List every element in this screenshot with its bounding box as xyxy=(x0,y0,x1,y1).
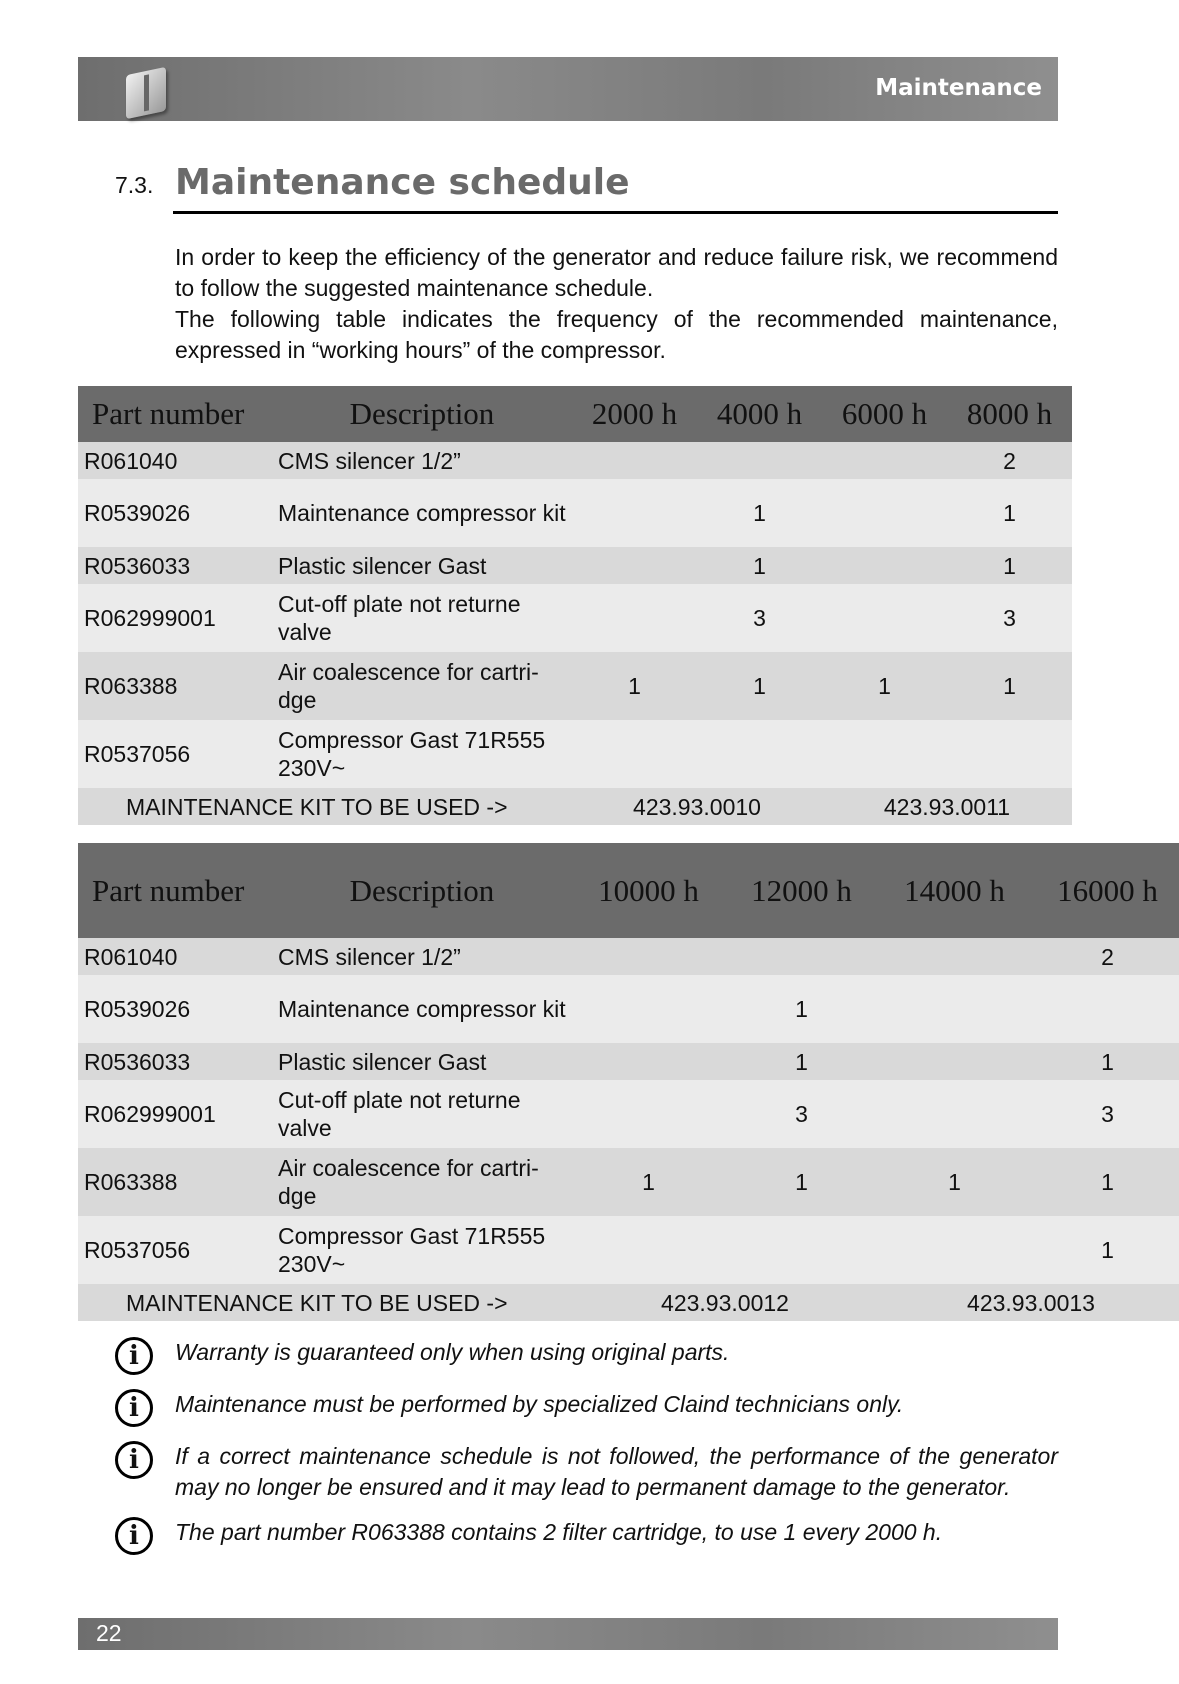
info-icon: i xyxy=(115,1337,153,1375)
table-row xyxy=(78,584,1072,652)
part-number-cell: R0539026 xyxy=(78,975,272,1043)
description-cell: Cut-off plate not returne valve xyxy=(272,1080,572,1148)
part-number-cell: R063388 xyxy=(78,1148,272,1216)
description-cell: Compressor Gast 71R555 230V~ xyxy=(272,1216,572,1284)
column-header: 10000 h xyxy=(572,843,725,938)
intro-text xyxy=(175,242,1058,366)
brand-logo-icon xyxy=(126,67,166,120)
note-text: Maintenance must be performed by specialized Claind technicians only. xyxy=(175,1391,904,1417)
quantity-cell: 1 xyxy=(1031,1148,1179,1216)
part-number-cell: R0537056 xyxy=(78,1216,272,1284)
column-header: Description xyxy=(272,386,572,442)
page-footer xyxy=(78,1618,1058,1650)
quantity-cell xyxy=(697,720,822,788)
intro-paragraph: The following table indicates the frequency of the recommended maintenance, expressed in “working hours” of the compressor. xyxy=(175,306,1058,363)
table-header-row xyxy=(78,386,1072,442)
header-title: Maintenance xyxy=(875,75,1042,101)
quantity-cell xyxy=(572,1043,725,1080)
note-text: Warranty is guaranteed only when using original parts. xyxy=(175,1339,730,1365)
maintenance-table-1 xyxy=(78,386,1072,825)
table-row xyxy=(78,1216,1179,1284)
table-row xyxy=(78,720,1072,788)
kit-code: 423.93.0012 xyxy=(572,1284,878,1321)
quantity-cell: 1 xyxy=(878,1148,1031,1216)
kit-row xyxy=(78,1284,1179,1321)
info-icon: i xyxy=(115,1389,153,1427)
column-header: 2000 h xyxy=(572,386,697,442)
info-icon: i xyxy=(115,1441,153,1479)
notes-list xyxy=(115,1337,1058,1555)
column-header: Description xyxy=(272,843,572,938)
quantity-cell xyxy=(878,1216,1031,1284)
quantity-cell xyxy=(572,479,697,547)
description-cell: Air coalescence for cartri-dge xyxy=(272,1148,572,1216)
kit-label: MAINTENANCE KIT TO BE USED -> xyxy=(78,1284,572,1321)
column-header: 16000 h xyxy=(1031,843,1179,938)
column-header: 4000 h xyxy=(697,386,822,442)
kit-row xyxy=(78,788,1072,825)
quantity-cell xyxy=(572,975,725,1043)
description-cell: Maintenance compressor kit xyxy=(272,975,572,1043)
description-cell: CMS silencer 1/2” xyxy=(272,938,572,975)
info-note xyxy=(115,1389,1058,1427)
table-row xyxy=(78,1080,1179,1148)
quantity-cell: 1 xyxy=(822,652,947,720)
table-row xyxy=(78,479,1072,547)
quantity-cell: 1 xyxy=(725,1043,878,1080)
part-number-cell: R0536033 xyxy=(78,547,272,584)
part-number-cell: R063388 xyxy=(78,652,272,720)
quantity-cell xyxy=(725,1216,878,1284)
description-cell: Plastic silencer Gast xyxy=(272,1043,572,1080)
table-row xyxy=(78,975,1179,1043)
kit-code: 423.93.0013 xyxy=(878,1284,1179,1321)
description-cell: Air coalescence for cartri-dge xyxy=(272,652,572,720)
table-row xyxy=(78,1148,1179,1216)
page-number: 22 xyxy=(96,1620,122,1646)
quantity-cell: 3 xyxy=(1031,1080,1179,1148)
quantity-cell xyxy=(572,584,697,652)
quantity-cell: 3 xyxy=(697,584,822,652)
quantity-cell: 3 xyxy=(725,1080,878,1148)
quantity-cell: 1 xyxy=(947,479,1072,547)
part-number-cell: R062999001 xyxy=(78,1080,272,1148)
table-row xyxy=(78,938,1179,975)
column-header: Part number xyxy=(78,386,272,442)
quantity-cell: 1 xyxy=(697,652,822,720)
quantity-cell: 3 xyxy=(947,584,1072,652)
part-number-cell: R0539026 xyxy=(78,479,272,547)
quantity-cell xyxy=(572,1216,725,1284)
note-text: The part number R063388 contains 2 filter cartridge, to use 1 every 2000 h. xyxy=(175,1519,943,1545)
quantity-cell: 1 xyxy=(572,652,697,720)
description-cell: CMS silencer 1/2” xyxy=(272,442,572,479)
description-cell: Compressor Gast 71R555 230V~ xyxy=(272,720,572,788)
quantity-cell xyxy=(1031,975,1179,1043)
section-title: Maintenance schedule xyxy=(175,162,630,203)
table-row xyxy=(78,547,1072,584)
column-header: 6000 h xyxy=(822,386,947,442)
quantity-cell: 2 xyxy=(947,442,1072,479)
column-header: Part number xyxy=(78,843,272,938)
table-row xyxy=(78,1043,1179,1080)
column-header: 14000 h xyxy=(878,843,1031,938)
maintenance-table-2 xyxy=(78,843,1179,1321)
part-number-cell: R062999001 xyxy=(78,584,272,652)
kit-label: MAINTENANCE KIT TO BE USED -> xyxy=(78,788,572,825)
part-number-cell: R061040 xyxy=(78,442,272,479)
description-cell: Plastic silencer Gast xyxy=(272,547,572,584)
quantity-cell xyxy=(697,442,822,479)
quantity-cell xyxy=(822,584,947,652)
quantity-cell: 1 xyxy=(725,975,878,1043)
column-header: 8000 h xyxy=(947,386,1072,442)
table-row xyxy=(78,652,1072,720)
quantity-cell: 1 xyxy=(572,1148,725,1216)
quantity-cell: 1 xyxy=(1031,1043,1179,1080)
quantity-cell xyxy=(822,442,947,479)
info-icon: i xyxy=(115,1517,153,1555)
quantity-cell: 1 xyxy=(947,652,1072,720)
quantity-cell xyxy=(572,442,697,479)
quantity-cell: 2 xyxy=(1031,938,1179,975)
quantity-cell xyxy=(878,938,1031,975)
part-number-cell: R061040 xyxy=(78,938,272,975)
quantity-cell xyxy=(572,547,697,584)
quantity-cell xyxy=(572,720,697,788)
quantity-cell xyxy=(822,479,947,547)
quantity-cell xyxy=(822,547,947,584)
quantity-cell xyxy=(947,720,1072,788)
quantity-cell xyxy=(725,938,878,975)
quantity-cell: 1 xyxy=(725,1148,878,1216)
title-rule xyxy=(173,211,1058,214)
quantity-cell xyxy=(572,938,725,975)
quantity-cell: 1 xyxy=(697,547,822,584)
part-number-cell: R0536033 xyxy=(78,1043,272,1080)
kit-code: 423.93.0010 xyxy=(572,788,822,825)
part-number-cell: R0537056 xyxy=(78,720,272,788)
quantity-cell xyxy=(878,975,1031,1043)
info-note xyxy=(115,1337,1058,1375)
intro-paragraph: In order to keep the efficiency of the generator and reduce failure risk, we recommend to follow the suggested maintenance schedule. xyxy=(175,244,1058,301)
page-header xyxy=(78,57,1058,121)
info-note xyxy=(115,1441,1058,1503)
quantity-cell xyxy=(822,720,947,788)
info-note xyxy=(115,1517,1058,1555)
quantity-cell xyxy=(878,1080,1031,1148)
section-number: 7.3. xyxy=(115,172,154,198)
quantity-cell: 1 xyxy=(697,479,822,547)
kit-code: 423.93.0011 xyxy=(822,788,1072,825)
quantity-cell: 1 xyxy=(1031,1216,1179,1284)
description-cell: Maintenance compressor kit xyxy=(272,479,572,547)
column-header: 12000 h xyxy=(725,843,878,938)
page-content xyxy=(78,242,1158,1569)
note-text: If a correct maintenance schedule is not followed, the performance of the generator may no longer be ensured and it may lead to permanent damage to the generator. xyxy=(175,1443,1058,1500)
quantity-cell xyxy=(878,1043,1031,1080)
quantity-cell: 1 xyxy=(947,547,1072,584)
table-header-row xyxy=(78,843,1179,938)
table-row xyxy=(78,442,1072,479)
description-cell: Cut-off plate not returne valve xyxy=(272,584,572,652)
quantity-cell xyxy=(572,1080,725,1148)
